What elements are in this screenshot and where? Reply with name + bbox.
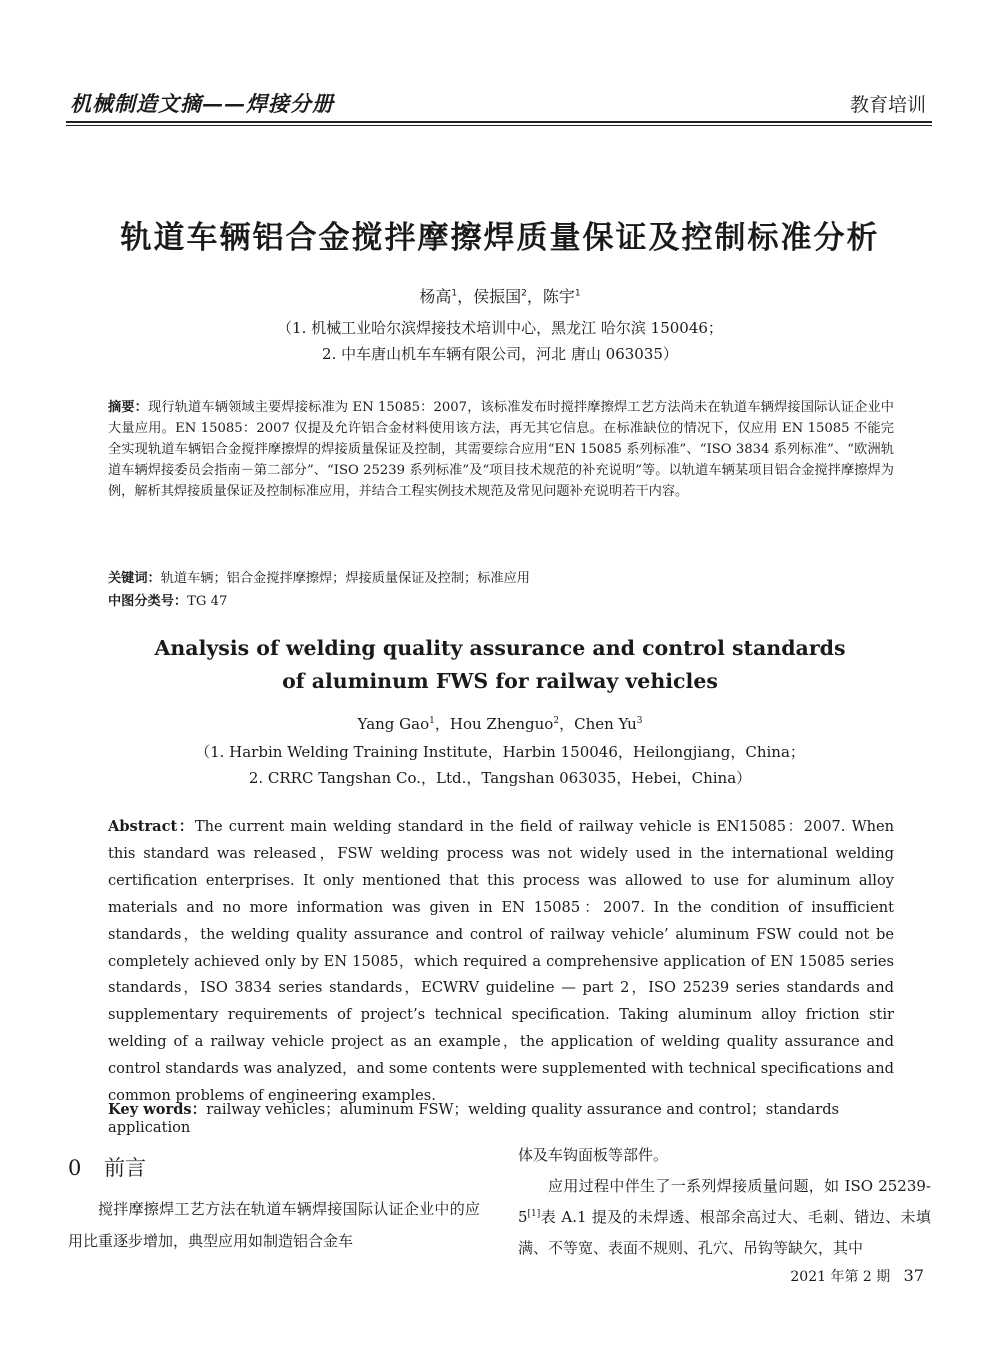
author-separator: ， — [434, 715, 450, 733]
author-en-2-affiliation: 2 — [553, 716, 560, 726]
authors-english — [0, 713, 1000, 734]
keywords-en-text: railway vehicles；aluminum FSW；welding quality assurance and control；standards application — [108, 1101, 840, 1136]
author-1-affiliation: 1 — [451, 288, 458, 299]
body-right-paragraph-2 — [518, 1171, 931, 1264]
abstract-en-text: The current main welding standard in the field of railway vehicle is EN15085：2007. When this standard was released，FSW welding process was not widely used in the international welding certification enterprises. It only mentioned that this process was allowed to use for aluminum alloy materials and no more information was given in EN 15085：2007. In the condition of insufficient standards，the welding quality assurance and control of railway vehicle’ aluminum FSW could not be completely achieved only by EN 15085，which required a comprehensive application of EN 15085 series standards，ISO 3834 series standards，ECWRV guideline — part 2，ISO 25239 series standards and supplementary requirements of project’s technical specification. Taking aluminum alloy friction stir welding of a railway vehicle project as an example，the application of welding quality assurance and control standards was analyzed，and some contents were supplemented with technical specifications and common problems of engineering examples. — [108, 818, 895, 1105]
abstract-chinese — [108, 397, 894, 502]
title-english — [0, 632, 1000, 698]
author-2: 侯振国 — [473, 287, 522, 306]
affiliation-en-1: （1. Harbin Welding Training Institute，Harbin 150046，Heilongjiang，China； — [195, 743, 805, 761]
author-separator: ， — [526, 287, 543, 306]
keywords-chinese — [108, 568, 894, 589]
citation-ref: [1] — [527, 1209, 541, 1219]
keywords-cn-label: 关键词： — [108, 571, 161, 586]
author-3: 陈宇 — [542, 287, 575, 306]
title-en-line-1: Analysis of welding quality assurance and control standards — [154, 636, 846, 660]
section-number: 0 — [68, 1156, 82, 1180]
clc-label: 中图分类号： — [108, 594, 188, 609]
header-rule-thin — [66, 125, 932, 126]
abstract-en-label: Abstract： — [108, 818, 195, 835]
body-left-column: 搅拌摩擦焊工艺方法在轨道车辆焊接国际认证企业中的应用比重逐步增加，典型应用如制造铝合金车 — [68, 1200, 480, 1250]
author-3-affiliation: 1 — [574, 288, 581, 299]
affiliation-en-2: 2. CRRC Tangshan Co.，Ltd.，Tangshan 063035，Hebei，China） — [248, 769, 752, 787]
body-right-text-b: 表 A.1 提及的未焊透、根部余高过大、毛刺、错边、未填满、不等宽、表面不规则、孔穴、吊钩等缺欠，其中 — [518, 1208, 931, 1257]
author-en-3-affiliation: 3 — [636, 716, 643, 726]
author-en-1: Yang Gao — [357, 715, 430, 733]
title-chinese: 轨道车辆铝合金搅拌摩擦焊质量保证及控制标准分析 — [120, 220, 880, 256]
author-1: 杨高 — [419, 287, 452, 306]
classification-code — [108, 591, 894, 612]
abstract-cn-label: 摘要： — [108, 400, 149, 415]
author-separator: ， — [457, 287, 474, 306]
header-rule — [66, 121, 932, 123]
journal-name: 机械制造文摘——焊接分册 — [70, 91, 334, 116]
section-heading-introduction — [68, 1152, 146, 1182]
author-separator: ， — [559, 715, 575, 733]
clc-text: TG 47 — [187, 594, 228, 609]
keywords-english — [108, 1098, 908, 1136]
body-right-paragraph-1: 体及车钩面板等部件。 — [518, 1146, 669, 1164]
author-2-affiliation: 2 — [521, 288, 527, 299]
page-footer — [790, 1266, 924, 1286]
author-en-1-affiliation: 1 — [429, 716, 435, 726]
author-en-3: Chen Yu — [574, 715, 637, 733]
section-title: 前言 — [104, 1156, 146, 1180]
authors-chinese — [0, 284, 1000, 307]
abstract-cn-text: 现行轨道车辆领域主要焊接标准为 EN 15085：2007，该标准发布时搅拌摩擦焊工艺方法尚未在轨道车辆焊接国际认证企业中大量应用。EN 15085：2007 仅提及允许铝合金材料使用该方法，再无其它信息。在标准缺位的情况下，仅应用 EN 15085 不能完全实现轨道车辆铝合金搅拌摩擦焊的焊接质量保证及控制，其需要综合应用“EN 15085 系列标准”、“ISO 3834 系列标准”、“欧洲轨道车辆焊接委员会指南－第二部分”、“ISO 25239 系列标准”及“项目技术规范的补充说明”等。以轨道车辆某项目铝合金搅拌摩擦焊为例，解析其焊接质量保证及控制标准应用，并结合工程实例技术规范及常见问题补充说明若干内容。 — [108, 400, 894, 499]
keywords-cn-text: 轨道车辆；铝合金搅拌摩擦焊；焊接质量保证及控制；标准应用 — [160, 571, 530, 586]
keywords-en-label: Key words： — [108, 1101, 207, 1118]
affiliation-cn-2: 2. 中车唐山机车车辆有限公司，河北 唐山 063035） — [322, 345, 678, 363]
section-label: 教育培训 — [849, 94, 926, 116]
issue-label: 2021 年第 2 期 — [790, 1269, 891, 1285]
title-en-line-2: of aluminum FWS for railway vehicles — [282, 669, 718, 693]
affiliation-cn-1: （1. 机械工业哈尔滨焊接技术培训中心，黑龙江 哈尔滨 150046； — [277, 319, 723, 337]
body-right-text-a: 应用过程中伴生了一系列焊接质量问题，如 ISO 25239-5 — [518, 1177, 931, 1226]
abstract-english — [108, 814, 894, 1110]
author-en-2: Hou Zhenguo — [449, 715, 554, 733]
page-number: 37 — [903, 1266, 924, 1285]
